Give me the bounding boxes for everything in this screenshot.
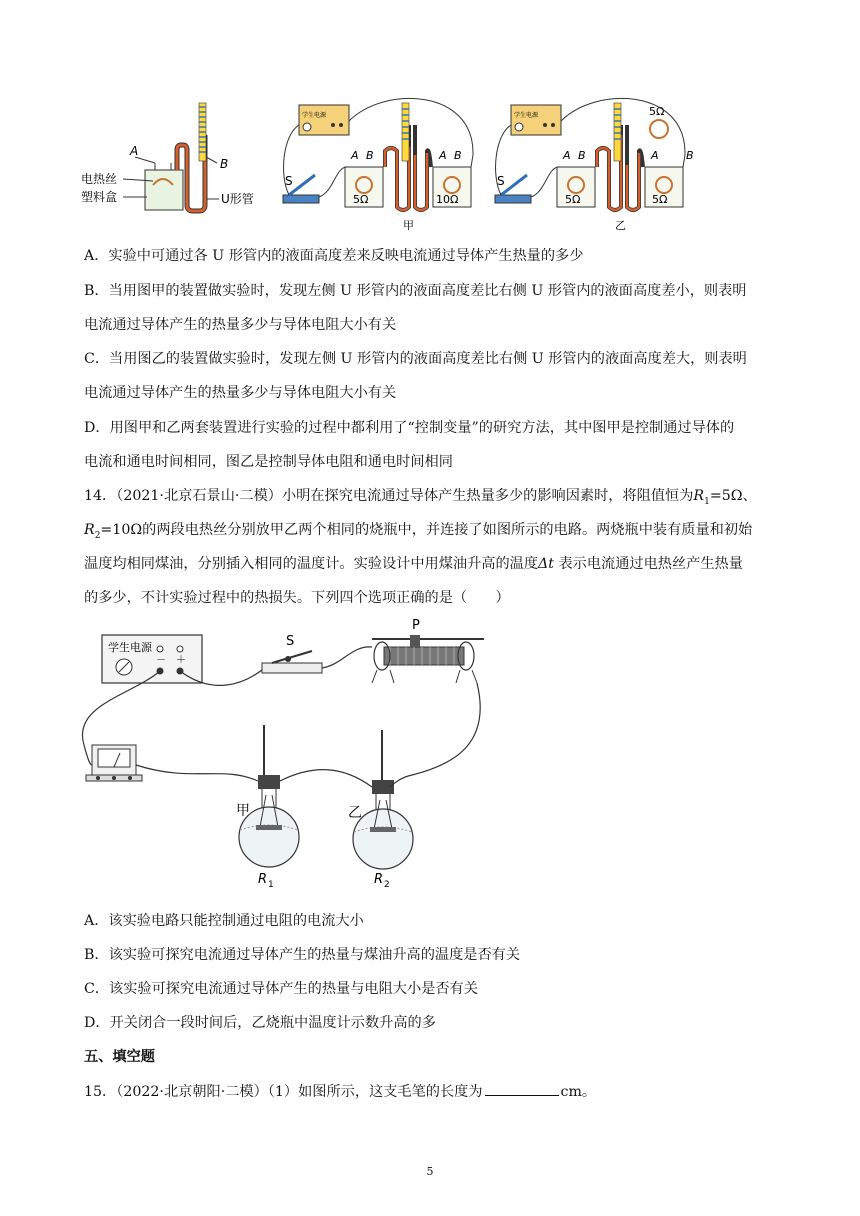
switch (262, 634, 322, 673)
q15-stem (84, 1081, 596, 1102)
r1-sub: 1 (268, 880, 274, 890)
rheostat (372, 618, 484, 683)
q14-line2-text: =10Ω的两段电热丝分别放甲乙两个相同的烧瓶中，并连接了如图所示的电路。两烧瓶中装有质量和初始 (100, 522, 753, 538)
section-heading: 五、填空题 (84, 1049, 155, 1065)
q13-option-c: C．当用图乙的装置做实验时，发现左侧 U 形管内的液面高度差比右侧 U 形管内的液面高度差大，则表明 (84, 351, 747, 367)
q14-line3-suffix: 表示电流通过电热丝产生热量 (553, 556, 743, 572)
q13-option-b-cont: 电流通过导体产生的热量多少与导体电阻大小有关 (84, 317, 397, 333)
r1-value: =5Ω、 (709, 488, 757, 504)
flask-yi (348, 730, 413, 890)
slider-label: P (412, 618, 420, 633)
r2-symbol: R (374, 872, 384, 887)
q13-option-d-cont: 电流和通电时间相同，图乙是控制导体电阻和通电时间相同 (84, 454, 453, 470)
label-b2: B (686, 149, 694, 162)
q13-option-c-cont: 电流通过导体产生的热量多少与导体电阻大小有关 (84, 385, 397, 401)
flask1-label: 甲 (236, 803, 250, 819)
resistor2-label: 10Ω (436, 193, 459, 206)
switch-label: S (285, 174, 293, 188)
svg-text:＋: ＋ (176, 655, 186, 666)
single-apparatus (81, 103, 254, 211)
switch-label: S (497, 174, 505, 188)
q14-option-b: B．该实验可探究电流通过导体产生的热量与煤油升高的温度是否有关 (84, 947, 521, 963)
label-tube: U形管 (221, 192, 254, 206)
apparatus-yi (495, 98, 694, 232)
q14-stem-line3 (84, 554, 743, 574)
label-b: B (220, 157, 229, 171)
power-supply-label: 学生电源 (108, 641, 152, 654)
u-tube-figure (75, 95, 715, 235)
label-a1: A (563, 149, 571, 162)
r1-symbol: R (693, 488, 705, 504)
ammeter (86, 745, 142, 781)
caption-jia: 甲 (403, 219, 414, 232)
resistor-outer-label: 5Ω (649, 105, 665, 118)
label-a: A (130, 144, 139, 158)
delta-t: Δt (538, 556, 554, 572)
r2-sub: 2 (384, 880, 390, 890)
q14-stem-line1 (84, 486, 757, 512)
label-b1: B (366, 149, 374, 162)
q14-option-a: A．该实验电路只能控制通过电阻的电流大小 (84, 913, 364, 929)
flask-jia (236, 725, 299, 890)
source-label: 学生电源 (514, 112, 539, 119)
q14-option-c: C．该实验可探究电流通过导体产生的热量与电阻大小是否有关 (84, 981, 478, 997)
q14-stem-line2 (84, 520, 752, 546)
label-b2: B (454, 149, 462, 162)
q14-line3-text: 温度均相同煤油，分别插入相同的温度计。实验设计中用煤油升高的温度 (84, 556, 539, 572)
flask2-label: 乙 (348, 805, 362, 821)
q13-option-d: D．用图甲和乙两套装置进行实验的过程中都利用了“控制变量”的研究方法，其中图甲是控制通过导体的 (84, 420, 735, 436)
q15-text: 15．（2022·北京朝阳·二模）（1）如图所示，这支毛笔的长度为 (84, 1084, 483, 1100)
caption-yi: 乙 (615, 219, 626, 232)
apparatus-jia (283, 98, 473, 232)
answer-blank[interactable] (485, 1081, 559, 1096)
r1-sub: 1 (704, 496, 710, 507)
page-number: 5 (426, 1165, 434, 1178)
q14-stem-line4: 的多少，不计实验过程中的热损失。下列四个选项正确的是（ ） (84, 590, 510, 606)
label-a2: A (651, 149, 659, 162)
source-label: 学生电源 (302, 112, 327, 119)
label-a1: A (351, 149, 359, 162)
svg-text:－: － (156, 655, 166, 666)
q13-option-b: B．当用图甲的装置做实验时，发现左侧 U 形管内的液面高度差比右侧 U 形管内的液面高度差小，则表明 (84, 283, 747, 299)
r2-symbol: R (84, 522, 95, 538)
label-box: 塑料盒 (81, 190, 118, 204)
q14-line1-text: 14．（2021·北京石景山·二模）小明在探究电流通过导体产生热量多少的影响因素时，将阻值恒为 (84, 488, 694, 504)
switch-label: S (286, 634, 295, 649)
resistor2-label: 5Ω (652, 193, 668, 206)
q15-unit: cm。 (560, 1084, 597, 1100)
r2-sub: 2 (94, 530, 101, 541)
label-b1: B (578, 149, 586, 162)
label-a2: A (439, 149, 447, 162)
resistor1-label: 5Ω (353, 193, 369, 206)
label-wire: 电热丝 (81, 172, 118, 186)
q14-option-d: D．开关闭合一段时间后，乙烧瓶中温度计示数升高的多 (84, 1015, 436, 1031)
q13-option-a: A．实验中可通过各 U 形管内的液面高度差来反映电流通过导体产生热量的多少 (84, 248, 584, 264)
r1-symbol: R (258, 872, 268, 887)
flask-circuit-figure (72, 615, 502, 895)
resistor1-label: 5Ω (565, 193, 581, 206)
